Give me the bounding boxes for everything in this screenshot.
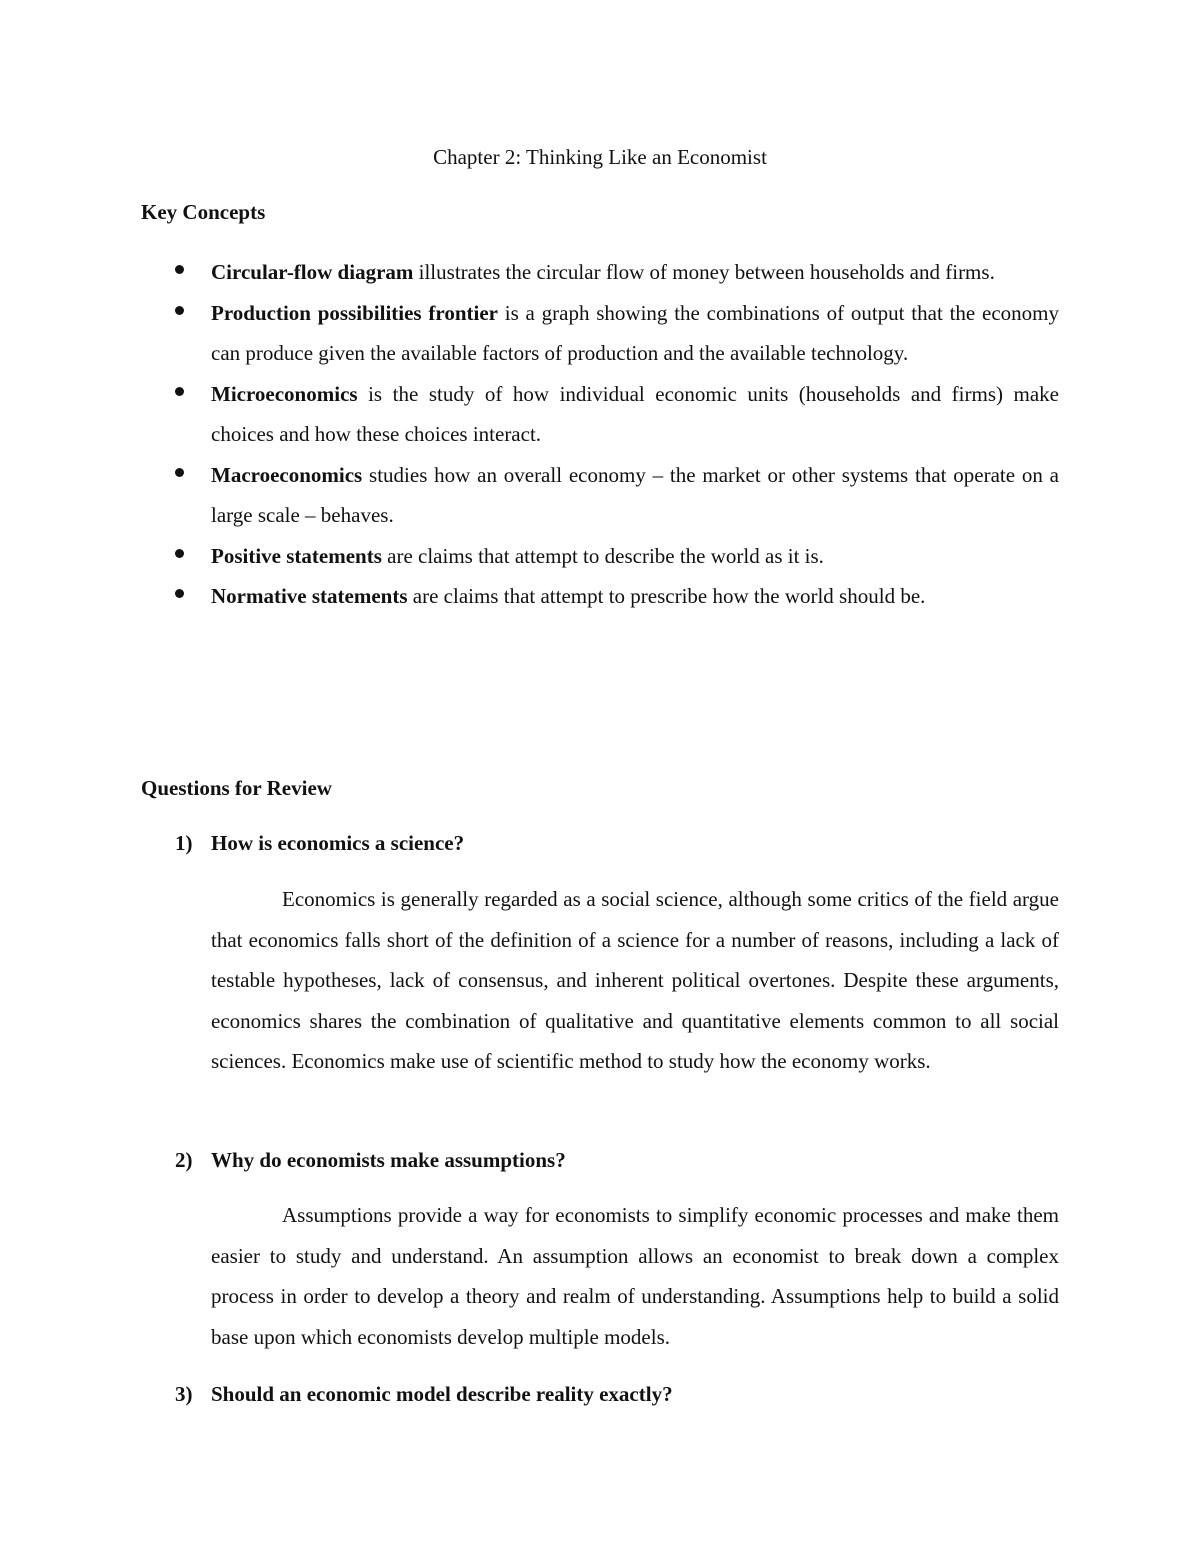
concept-term: Circular-flow diagram [211, 260, 414, 284]
bullet-icon [175, 265, 184, 274]
questions-heading: Questions for Review [141, 776, 332, 800]
concept-definition: studies how an overall economy – the market or other systems that operate on a large scale – behaves. [211, 462, 1059, 527]
bullet-icon [175, 589, 184, 598]
concept-definition: is a graph showing the combinations of output that the economy can produce given the available factors of production and the available technology. [211, 300, 1059, 365]
list-item [0, 252, 1059, 293]
list-item [0, 455, 1059, 536]
bullet-icon [175, 549, 184, 558]
question-number: 2) [175, 1148, 193, 1172]
concept-term: Normative statements [211, 584, 408, 608]
list-item [0, 536, 1059, 577]
bullet-icon [175, 468, 184, 477]
question-text: Should an economic model describe reality exactly? [211, 1382, 673, 1406]
concept-term: Production possibilities frontier [211, 300, 498, 325]
concept-definition: illustrates the circular flow of money between households and firms. [413, 260, 995, 284]
question-text: Why do economists make assumptions? [211, 1148, 566, 1172]
question-number: 1) [175, 831, 193, 855]
bullet-icon [175, 387, 184, 396]
bullet-icon [175, 306, 184, 315]
list-item [0, 576, 1059, 617]
concept-term: Macroeconomics [211, 462, 363, 487]
key-concepts-list [0, 252, 1200, 617]
question-number: 3) [175, 1382, 193, 1406]
answer-paragraph: Economics is generally regarded as a social science, although some critics of the field argue that economics falls short of the definition of a science for a number of reasons, including a lack of testable hypotheses, lack of consensus, and inherent political overtones. Despite these arguments, economics shares the combination of qualitative and quantitative elements common to all social sciences. Economics make use of scientific method to study how the economy works. [211, 887, 1059, 1073]
question-text: How is economics a science? [211, 831, 465, 855]
concept-definition: are claims that attempt to describe the world as it is. [381, 543, 824, 568]
concept-definition: are claims that attempt to prescribe how the world should be. [407, 584, 926, 608]
page-title: Chapter 2: Thinking Like an Economist [433, 145, 767, 169]
concept-term: Positive statements [211, 543, 382, 568]
list-item [0, 374, 1059, 455]
concept-definition: is the study of how individual economic units (households and firms) make choices and how these choices interact. [211, 381, 1059, 446]
answer-paragraph: Assumptions provide a way for economists to simplify economic processes and make them easier to study and understand. An assumption allows an economist to break down a complex process in order to develop a theory and realm of understanding. Assumptions help to build a solid base upon which economists develop multiple models. [211, 1203, 1059, 1349]
list-item [0, 293, 1059, 374]
key-concepts-heading: Key Concepts [141, 200, 266, 224]
concept-term: Microeconomics [211, 381, 358, 406]
